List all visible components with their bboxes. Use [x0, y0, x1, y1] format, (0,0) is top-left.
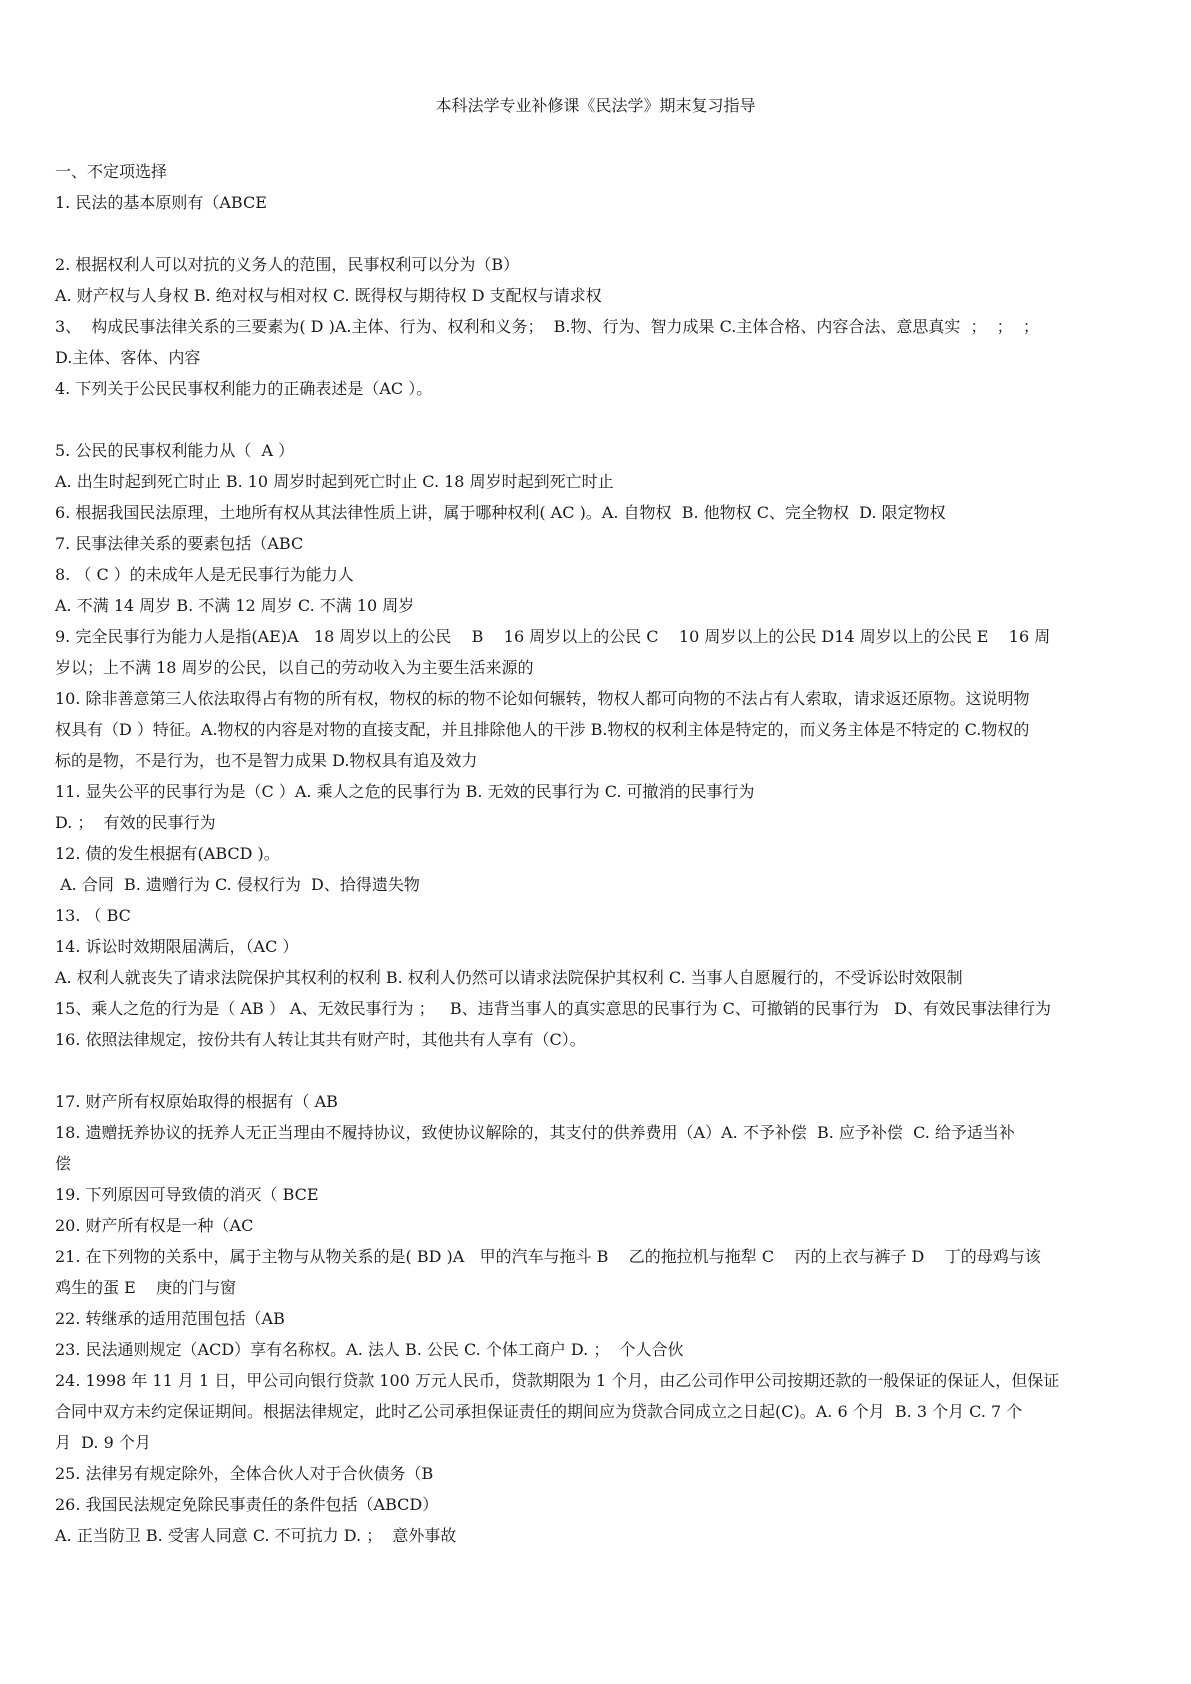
text-line: 合同中双方未约定保证期间。根据法律规定，此时乙公司承担保证责任的期间应为贷款合同成立之日起(C)。A. 6 个月 B. 3 个月 C. 7 个 — [55, 1402, 1023, 1421]
text-line — [55, 404, 1140, 435]
text-line: 18. 遗赠抚养协议的抚养人无正当理由不履持协议，致使协议解除的，其支付的供养费用（A）A. 不予补偿 B. 应予补偿 C. 给予适当补 — [55, 1123, 1015, 1142]
text-line: 9. 完全民事行为能力人是指(AE)A 18 周岁以上的公民 B 16 周岁以上的公民 C 10 周岁以上的公民 D14 周岁以上的公民 E 16 周 — [55, 627, 1051, 646]
text-line: 17. 财产所有权原始取得的根据有（ AB — [55, 1092, 338, 1111]
text-line: 权具有（D ）特征。A.物权的内容是对物的直接支配，并且排除他人的干涉 B.物权的权利主体是特定的，而义务主体是不特定的 C.物权的 — [55, 720, 1030, 739]
text-line: A. 正当防卫 B. 受害人同意 C. 不可抗力 D. ； 意外事故 — [55, 1526, 457, 1545]
text-line: 月 D. 9 个月 — [55, 1433, 151, 1452]
document-body — [55, 156, 1140, 1551]
text-line: 3、 构成民事法律关系的三要素为( D )A.主体、行为、权利和义务； B.物、行为、智力成果 C.主体合格、内容合法、意思真实 ； ； ； — [55, 317, 1039, 336]
text-line: A. 财产权与人身权 B. 绝对权与相对权 C. 既得权与期待权 D 支配权与请求权 — [55, 286, 602, 305]
text-line: 5. 公民的民事权利能力从（ A ） — [55, 441, 295, 460]
text-line: 13. （ BC — [55, 906, 131, 925]
text-line: 10. 除非善意第三人依法取得占有物的所有权，物权的标的物不论如何辗转，物权人都可向物的不法占有人索取，请求返还原物。这说明物 — [55, 689, 1030, 708]
text-line: 偿 — [55, 1154, 72, 1173]
text-line: 4. 下列关于公民民事权利能力的正确表述是（AC ）。 — [55, 379, 433, 398]
text-line: A. 出生时起到死亡时止 B. 10 周岁时起到死亡时止 C. 18 周岁时起到死亡时止 — [55, 472, 614, 491]
text-line: 26. 我国民法规定免除民事责任的条件包括（ABCD） — [55, 1495, 439, 1514]
text-line — [55, 218, 1140, 249]
text-line: D.主体、客体、内容 — [55, 348, 201, 367]
text-line: 19. 下列原因可导致债的消灭（ BCE — [55, 1185, 319, 1204]
text-line: 7. 民事法律关系的要素包括（ABC — [55, 534, 304, 553]
text-line: 24. 1998 年 11 月 1 日，甲公司向银行贷款 100 万元人民币，贷款期限为 1 个月，由乙公司作甲公司按期还款的一般保证的保证人，但保证 — [55, 1371, 1060, 1390]
text-line: 15、乘人之危的行为是（ AB ） A、无效民事行为 ； B、违背当事人的真实意思的民事行为 C、可撤销的民事行为 D、有效民事法律行为 — [55, 999, 1052, 1018]
text-line: 23. 民法通则规定（ACD）享有名称权。A. 法人 B. 公民 C. 个体工商户 D. ； 个人合伙 — [55, 1340, 684, 1359]
text-line: D. ； 有效的民事行为 — [55, 813, 216, 832]
text-line: 16. 依照法律规定，按份共有人转让其共有财产时，其他共有人享有（C）。 — [55, 1030, 586, 1049]
text-line: 22. 转继承的适用范围包括（AB — [55, 1309, 285, 1328]
text-line: 8. （ C ）的未成年人是无民事行为能力人 — [55, 565, 354, 584]
text-line: 20. 财产所有权是一种（AC — [55, 1216, 254, 1235]
document-title: 本科法学专业补修课《民法学》期末复习指导 — [435, 96, 756, 115]
text-line: 25. 法律另有规定除外，全体合伙人对于合伙债务（B — [55, 1464, 434, 1483]
text-line: A. 不满 14 周岁 B. 不满 12 周岁 C. 不满 10 周岁 — [55, 596, 415, 615]
text-line: 1. 民法的基本原则有（ABCE — [55, 193, 267, 212]
text-line: 标的是物，不是行为，也不是智力成果 D.物权具有追及效力 — [55, 751, 478, 770]
text-line: 21. 在下列物的关系中，属于主物与从物关系的是( BD )A 甲的汽车与拖斗 B 乙的拖拉机与拖犁 C 丙的上衣与裤子 D 丁的母鸡与该 — [55, 1247, 1041, 1266]
text-line: A. 权利人就丧失了请求法院保护其权利的权利 B. 权利人仍然可以请求法院保护其权利 C. 当事人自愿履行的，不受诉讼时效限制 — [55, 968, 963, 987]
text-line — [55, 1055, 1140, 1086]
text-line: 一、不定项选择 — [55, 162, 168, 181]
text-line: 11. 显失公平的民事行为是（C ）A. 乘人之危的民事行为 B. 无效的民事行为 C. 可撤消的民事行为 — [55, 782, 755, 801]
text-line: 12. 债的发生根据有(ABCD )。 — [55, 844, 280, 863]
text-line: 6. 根据我国民法原理，土地所有权从其法律性质上讲，属于哪种权利( AC )。A. 自物权 B. 他物权 C、完全物权 D. 限定物权 — [55, 503, 946, 522]
text-line: 岁以；上不满 18 周岁的公民，以自己的劳动收入为主要生活来源的 — [55, 658, 534, 677]
text-line: 2. 根据权利人可以对抗的义务人的范围，民事权利可以分为（B） — [55, 255, 520, 274]
text-line: A. 合同 B. 遗赠行为 C. 侵权行为 D、拾得遗失物 — [55, 875, 420, 894]
text-line: 鸡生的蛋 E 庚的门与窗 — [55, 1278, 237, 1297]
text-line: 14. 诉讼时效期限届满后，（AC ） — [55, 937, 299, 956]
